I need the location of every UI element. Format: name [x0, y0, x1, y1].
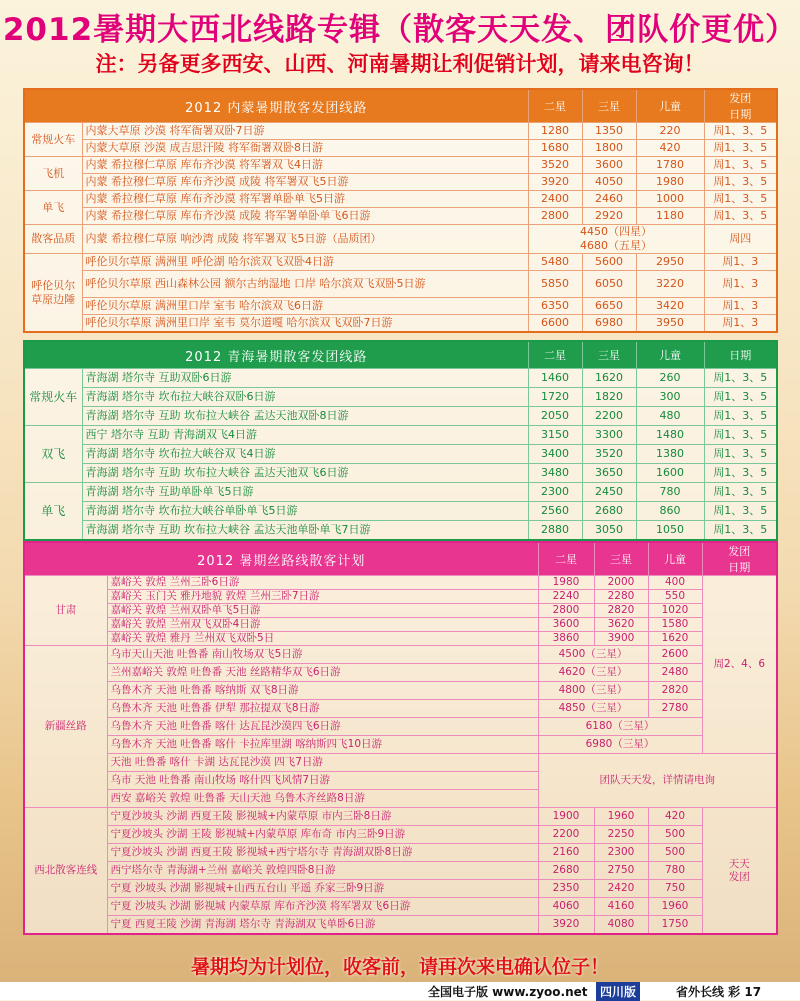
price-3star: 4850（三星）: [538, 700, 648, 718]
price-3star: 3050: [582, 521, 636, 541]
price-3star: 2300: [594, 844, 648, 862]
price-3star: 1960: [594, 808, 648, 826]
col-child-header: 儿童: [636, 89, 704, 123]
route-name: 青海湖 塔尔寺 互助单卧单飞5日游: [82, 483, 528, 502]
price-2star: 2200: [538, 826, 594, 844]
table-row: [24, 140, 777, 157]
price-child: 1580: [648, 618, 702, 632]
col-2star-header: 二星: [528, 341, 582, 369]
price-3star: 2450: [582, 483, 636, 502]
route-name: 乌市天山天池 吐鲁番 南山牧场双飞5日游: [107, 646, 538, 664]
price-child: 550: [648, 590, 702, 604]
departure-days: 周1、3、5: [704, 140, 777, 157]
silk-road-table: [23, 541, 778, 935]
departure-days: 周1、3、5: [704, 157, 777, 174]
table-row: [24, 123, 777, 140]
price-2star: 6350: [528, 298, 582, 315]
route-name: 呼伦贝尔草原 满洲里口岸 室韦 哈尔滨双飞6日游: [82, 298, 528, 315]
route-name: 青海湖 塔尔寺 互助 坎布拉大峡谷 孟达天池双卧8日游: [82, 407, 528, 426]
col-3star-header: 三星: [582, 341, 636, 369]
route-name: 青海湖 塔尔寺 互助双卧6日游: [82, 369, 528, 388]
price-3star: 3650: [582, 464, 636, 483]
table-row: [24, 682, 777, 700]
col-3star-header: 三星: [594, 542, 648, 576]
table-row: [24, 298, 777, 315]
price-child: 400: [648, 576, 702, 590]
route-name: 内蒙 希拉穆仁草原 库布齐沙漠 将军署单卧单飞5日游: [82, 191, 528, 208]
table-row: [24, 808, 777, 826]
price-2star: 2350: [538, 880, 594, 898]
route-name: 宁夏沙坡头 沙湖 西夏王陵 影视城+内蒙草原 市内三卧8日游: [107, 808, 538, 826]
price-child: 780: [636, 483, 704, 502]
row-group-label: 西北散客连线: [24, 808, 107, 935]
table-row: [24, 315, 777, 333]
table-row: [24, 502, 777, 521]
departure-days: 周1、3、5: [704, 388, 777, 407]
page-title: 2012暑期大西北线路专辑（散客天天发、团队价更优）: [2, 12, 798, 48]
footer-page: 省外长线 彩 17: [676, 985, 762, 999]
price-3star: 4500（三星）: [538, 646, 648, 664]
price-3star: 1350: [582, 123, 636, 140]
departure-days: 周1、3、5: [704, 123, 777, 140]
price-2star: 2160: [538, 844, 594, 862]
route-name: 呼伦贝尔草原 满洲里 呼伦湖 哈尔滨双飞双卧4日游: [82, 254, 528, 271]
price-3star: 3300: [582, 426, 636, 445]
price-child: 1600: [636, 464, 704, 483]
price-2star: 2680: [538, 862, 594, 880]
price-3star: 4800（三星）: [538, 682, 648, 700]
route-name: 嘉峪关 玉门关 雅丹地貌 敦煌 兰州三卧7日游: [107, 590, 538, 604]
price-child: 480: [636, 407, 704, 426]
route-name: 乌鲁木齐 天池 吐鲁番 喀什 卡拉库里湖 喀纳斯四飞10日游: [107, 736, 538, 754]
route-name: 内蒙 希拉穆仁草原 库布齐沙漠 将军署双飞4日游: [82, 157, 528, 174]
table-row: [24, 646, 777, 664]
route-name: 呼伦贝尔草原 满洲里口岸 室韦 莫尔道嘎 哈尔滨双飞双卧7日游: [82, 315, 528, 333]
col-date-header: 发团 日期: [704, 89, 777, 123]
price-child: 260: [636, 369, 704, 388]
route-name: 青海湖 塔尔寺 坎布拉大峡谷单卧单飞5日游: [82, 502, 528, 521]
table-row: [24, 844, 777, 862]
price-3star: 3620: [594, 618, 648, 632]
price-3star: 6180（三星）: [538, 718, 702, 736]
price-3star: 5600: [582, 254, 636, 271]
price-2star: 2800: [538, 604, 594, 618]
price-3star: 4050: [582, 174, 636, 191]
price-child: 420: [648, 808, 702, 826]
route-name: 乌市 天池 吐鲁番 南山牧场 喀什四飞风情7日游: [107, 772, 538, 790]
price-2star: 3920: [528, 174, 582, 191]
departure-days: 周2、4、6: [702, 576, 777, 754]
silk-road-table-title: 2012 暑期丝路线散客计划: [24, 542, 538, 576]
price-3star: 1620: [582, 369, 636, 388]
table-row: [24, 604, 777, 618]
price-2star: 3480: [528, 464, 582, 483]
departure-days: 周1、3、5: [704, 502, 777, 521]
price-child: 1020: [648, 604, 702, 618]
price-special: 4450（四星） 4680（五星）: [528, 225, 704, 254]
price-3star: 2200: [582, 407, 636, 426]
table-row: [24, 736, 777, 754]
row-group-label: 常规火车: [24, 369, 82, 426]
row-group-label: 甘肃: [24, 576, 107, 646]
price-child: 750: [648, 880, 702, 898]
price-2star: 3860: [538, 632, 594, 646]
price-2star: 2400: [528, 191, 582, 208]
col-3star-header: 三星: [582, 89, 636, 123]
price-2star: 1460: [528, 369, 582, 388]
departure-days: 周1、3、5: [704, 191, 777, 208]
page-subtitle: 注：另备更多西安、山西、河南暑期让利促销计划，请来电咨询！: [95, 52, 705, 76]
price-3star: 4620（三星）: [538, 664, 648, 682]
col-child-header: 儿童: [648, 542, 702, 576]
route-name: 宁夏 沙坡头 沙湖 影视城 内蒙草原 库布齐沙漠 将军署双飞6日游: [107, 898, 538, 916]
price-child: 1960: [648, 898, 702, 916]
table-row: [24, 826, 777, 844]
price-child: 500: [648, 826, 702, 844]
route-name: 嘉峪关 敦煌 兰州三卧6日游: [107, 576, 538, 590]
price-child: 2600: [648, 646, 702, 664]
price-child: 1620: [648, 632, 702, 646]
table-row: [24, 191, 777, 208]
table-row: [24, 700, 777, 718]
departure-days: 周1、3、5: [704, 174, 777, 191]
route-name: 乌鲁木齐 天池 吐鲁番 喀什 达瓦昆沙漠四飞6日游: [107, 718, 538, 736]
price-3star: 1800: [582, 140, 636, 157]
price-3star: 6980: [582, 315, 636, 333]
price-2star: 2050: [528, 407, 582, 426]
route-name: 乌鲁木齐 天池 吐鲁番 伊犁 那拉提双飞8日游: [107, 700, 538, 718]
team-departure-note: 团队天天发，详情请电询: [538, 754, 777, 808]
route-name: 内蒙大草原 沙漠 将军衙署双卧7日游: [82, 123, 528, 140]
price-3star: 2420: [594, 880, 648, 898]
table-row: [24, 369, 777, 388]
qinghai-table: [23, 340, 778, 541]
departure-days: 周1、3、5: [704, 521, 777, 541]
table-row: [24, 590, 777, 604]
price-child: 1980: [636, 174, 704, 191]
price-2star: 2240: [538, 590, 594, 604]
departure-days: 周1、3、5: [704, 369, 777, 388]
route-name: 内蒙 希拉穆仁草原 库布齐沙漠 成陵 将军署双飞5日游: [82, 174, 528, 191]
price-child: 1750: [648, 916, 702, 935]
route-name: 内蒙 希拉穆仁草原 库布齐沙漠 成陵 将军署单卧单飞6日游: [82, 208, 528, 225]
route-name: 青海湖 塔尔寺 互助 坎布拉大峡谷 孟达天池单卧单飞7日游: [82, 521, 528, 541]
row-group-label: 飞机: [24, 157, 82, 191]
col-2star-header: 二星: [528, 89, 582, 123]
price-3star: 3900: [594, 632, 648, 646]
departure-days: 周1、3: [704, 254, 777, 271]
route-name: 天池 吐鲁番 喀什 卡湖 达瓦昆沙漠 四飞7日游: [107, 754, 538, 772]
price-child: 780: [648, 862, 702, 880]
price-2star: 3520: [528, 157, 582, 174]
route-name: 乌鲁木齐 天池 吐鲁番 喀纳斯 双飞8日游: [107, 682, 538, 700]
price-2star: 5480: [528, 254, 582, 271]
table-row: [24, 174, 777, 191]
table-row: [24, 664, 777, 682]
price-2star: 2800: [528, 208, 582, 225]
col-child-header: 儿童: [636, 341, 704, 369]
row-group-label: 单飞: [24, 191, 82, 225]
price-2star: 1900: [538, 808, 594, 826]
price-3star: 2680: [582, 502, 636, 521]
row-group-label: 散客品质: [24, 225, 82, 254]
price-2star: 1280: [528, 123, 582, 140]
inner-mongolia-table-title: 2012 内蒙暑期散客发团线路: [24, 89, 528, 123]
row-group-label: 双飞: [24, 426, 82, 483]
table-row: [24, 754, 777, 772]
route-name: 青海湖 塔尔寺 坎布拉大峡谷双卧6日游: [82, 388, 528, 407]
price-3star: 2000: [594, 576, 648, 590]
route-name: 嘉峪关 敦煌 雅丹 兰州双飞双卧5日: [107, 632, 538, 646]
price-2star: 4060: [538, 898, 594, 916]
table-row: [24, 208, 777, 225]
price-child: 3220: [636, 271, 704, 298]
footer-bar: [0, 982, 800, 1000]
price-child: 420: [636, 140, 704, 157]
table-row: [24, 898, 777, 916]
price-child: 2480: [648, 664, 702, 682]
price-child: 1180: [636, 208, 704, 225]
table-row: [24, 388, 777, 407]
departure-days: 周1、3、5: [704, 426, 777, 445]
row-group-label: 新疆丝路: [24, 646, 107, 808]
price-child: 2820: [648, 682, 702, 700]
departure-days: 周四: [704, 225, 777, 254]
price-3star: 4160: [594, 898, 648, 916]
route-name: 西安 嘉峪关 敦煌 吐鲁番 天山天池 乌鲁木齐丝路8日游: [107, 790, 538, 808]
route-name: 嘉峪关 敦煌 兰州双卧单飞5日游: [107, 604, 538, 618]
price-3star: 2750: [594, 862, 648, 880]
table-row: [24, 254, 777, 271]
price-2star: 3920: [538, 916, 594, 935]
table-row: [24, 862, 777, 880]
route-name: 呼伦贝尔草原 西山森林公园 额尔古纳湿地 口岸 哈尔滨双飞双卧5日游: [82, 271, 528, 298]
table-row: [24, 632, 777, 646]
price-child: 2950: [636, 254, 704, 271]
table-row: [24, 426, 777, 445]
table-row: [24, 718, 777, 736]
inner-mongolia-table: [23, 88, 778, 333]
col-date-header: 日期: [704, 341, 777, 369]
table-row: [24, 225, 777, 254]
footer-edition-badge: 四川版: [596, 982, 640, 1001]
route-name: 青海湖 塔尔寺 坎布拉大峡谷双飞4日游: [82, 445, 528, 464]
col-date-header: 发团 日期: [702, 542, 777, 576]
route-name: 兰州嘉峪关 敦煌 吐鲁番 天池 丝路精华双飞6日游: [107, 664, 538, 682]
price-child: 300: [636, 388, 704, 407]
table-row: [24, 271, 777, 298]
price-3star: 2920: [582, 208, 636, 225]
departure-days: 周1、3: [704, 271, 777, 298]
price-2star: 2300: [528, 483, 582, 502]
departure-days: 周1、3、5: [704, 407, 777, 426]
price-2star: 2880: [528, 521, 582, 541]
price-2star: 3150: [528, 426, 582, 445]
table-row: [24, 464, 777, 483]
footer-site: 全国电子版 www.zyoo.net: [428, 985, 588, 999]
price-3star: 2460: [582, 191, 636, 208]
row-group-label: 单飞: [24, 483, 82, 541]
price-3star: 2820: [594, 604, 648, 618]
departure-days: 天天 发团: [702, 808, 777, 935]
price-2star: 1680: [528, 140, 582, 157]
departure-days: 周1、3、5: [704, 445, 777, 464]
price-3star: 6050: [582, 271, 636, 298]
table-row: [24, 880, 777, 898]
price-child: 2780: [648, 700, 702, 718]
price-2star: 1720: [528, 388, 582, 407]
route-name: 西宁 塔尔寺 互助 青海湖双飞4日游: [82, 426, 528, 445]
route-name: 嘉峪关 敦煌 兰州双飞双卧4日游: [107, 618, 538, 632]
row-group-label: 常规火车: [24, 123, 82, 157]
departure-days: 周1、3: [704, 315, 777, 333]
price-3star: 6650: [582, 298, 636, 315]
price-2star: 1980: [538, 576, 594, 590]
bottom-notice: 暑期均为计划位，收客前，请再次来电确认位子！: [190, 956, 609, 978]
route-name: 内蒙大草原 沙漠 成吉思汗陵 将军衙署双卧8日游: [82, 140, 528, 157]
departure-days: 周1、3: [704, 298, 777, 315]
table-row: [24, 521, 777, 541]
price-2star: 3600: [538, 618, 594, 632]
route-name: 内蒙 希拉穆仁草原 响沙湾 成陵 将军署双飞5日游（品质团）: [82, 225, 528, 254]
departure-days: 周1、3、5: [704, 464, 777, 483]
route-name: 宁夏沙坡头 沙湖 王陵 影视城+内蒙草原 库布奇 市内三卧9日游: [107, 826, 538, 844]
departure-days: 周1、3、5: [704, 208, 777, 225]
price-child: 220: [636, 123, 704, 140]
price-2star: 3400: [528, 445, 582, 464]
price-3star: 2280: [594, 590, 648, 604]
route-name: 宁夏 沙坡头 沙湖 影视城+山西五台山 平遥 乔家三卧9日游: [107, 880, 538, 898]
price-3star: 4080: [594, 916, 648, 935]
price-3star: 6980（三星）: [538, 736, 702, 754]
price-3star: 3600: [582, 157, 636, 174]
route-name: 宁夏沙坡头 沙湖 西夏王陵 影视城+西宁塔尔寺 青海湖双卧8日游: [107, 844, 538, 862]
table-row: [24, 618, 777, 632]
price-child: 3950: [636, 315, 704, 333]
price-child: 3420: [636, 298, 704, 315]
price-child: 1780: [636, 157, 704, 174]
departure-days: 周1、3、5: [704, 483, 777, 502]
price-2star: 2560: [528, 502, 582, 521]
row-group-label: 呼伦贝尔草原边陲: [24, 254, 82, 333]
table-row: [24, 407, 777, 426]
route-name: 西宁塔尔寺 青海湖+兰州 嘉峪关 敦煌四卧8日游: [107, 862, 538, 880]
qinghai-table-title: 2012 青海暑期散客发团线路: [24, 341, 528, 369]
price-child: 1480: [636, 426, 704, 445]
route-name: 宁夏 西夏王陵 沙湖 青海湖 塔尔寺 青海湖双飞单卧6日游: [107, 916, 538, 935]
table-row: [24, 157, 777, 174]
price-2star: 6600: [528, 315, 582, 333]
price-child: 860: [636, 502, 704, 521]
table-row: [24, 445, 777, 464]
price-3star: 3520: [582, 445, 636, 464]
price-2star: 5850: [528, 271, 582, 298]
table-row: [24, 576, 777, 590]
price-child: 1000: [636, 191, 704, 208]
price-child: 1050: [636, 521, 704, 541]
table-row: [24, 916, 777, 935]
price-3star: 2250: [594, 826, 648, 844]
col-2star-header: 二星: [538, 542, 594, 576]
table-row: [24, 483, 777, 502]
price-child: 500: [648, 844, 702, 862]
price-3star: 1820: [582, 388, 636, 407]
route-name: 青海湖 塔尔寺 互助 坎布拉大峡谷 孟达天池双飞6日游: [82, 464, 528, 483]
price-child: 1380: [636, 445, 704, 464]
